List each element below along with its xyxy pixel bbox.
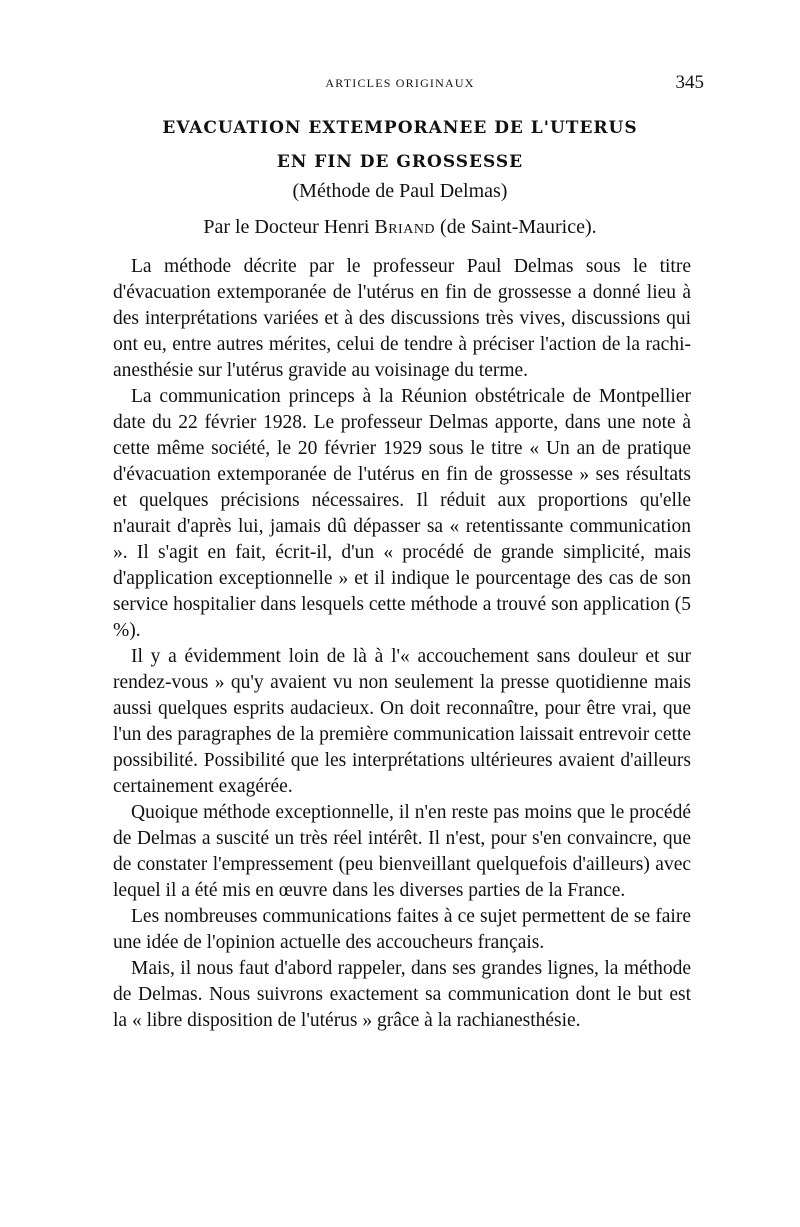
paragraph: La communication princeps à la Réunion obstétricale de Montpellier date du 22 février 1928. Le professeur Delmas apporte, dans une note à cette même société, le 20 février 1929 sous le titre « Un an de pratique d'évacuation extemporanée de l'utérus en fin de grossesse » ses résultats et quelques précisions nécessaires. Il réduit aux proportions qu'elle n'aurait d'après lui, jamais dû dépasser sa « retentissante communication ». Il s'agit en fait, écrit-il, d'un « procédé de grande simplicité, mais d'application exceptionnelle » et il indique le pourcentage des cas de son service hospitalier dans lesquels cette méthode a trouvé son application (5 %).: [113, 386, 691, 641]
article-body: [113, 254, 691, 1034]
article-title-line-1: EVACUATION EXTEMPORANEE DE L'UTERUS: [162, 118, 638, 138]
paragraph: La méthode décrite par le professeur Paul Delmas sous le titre d'évacuation extemporanée de l'utérus en fin de grossesse a donné lieu à des interprétations variées et à des discussions très vives, discussions qui ont eu, entre autres mérites, celui de tendre à préciser l'action de la rachi-anesthésie sur l'utérus gravide au voisinage du terme.: [113, 256, 691, 381]
page-number: 345: [675, 72, 704, 93]
article-title-line-2: EN FIN DE GROSSESSE: [276, 152, 524, 172]
running-header: [0, 72, 800, 96]
article-subtitle: (Méthode de Paul Delmas): [292, 180, 508, 202]
author-surname: Briand: [374, 216, 436, 238]
paragraph: Quoique méthode exceptionnelle, il n'en reste pas moins que le procédé de Delmas a suscité un très réel intérêt. Il n'est, pour s'en convaincre, que de constater l'empressement (peu bienveillant quelquefois d'ailleurs) avec lequel il a été mis en œuvre dans les diverses parties de la France.: [113, 802, 691, 901]
author-prefix: Par le Docteur Henri: [203, 216, 370, 238]
author-line: [0, 216, 800, 239]
paragraph: Il y a évidemment loin de là à l'« accouchement sans douleur et sur rendez-vous » qu'y avaient vu non seulement la presse quotidienne mais aussi quelques esprits audacieux. On doit reconnaître, pour être vrai, que l'un des paragraphes de la première communication laissait entrevoir cette possibilité. Possibilité que les interprétations ultérieures avaient d'ailleurs certainement exagérée.: [113, 646, 691, 797]
paragraph: Mais, il nous faut d'abord rappeler, dans ses grandes lignes, la méthode de Delmas. Nous suivrons exactement sa communication dont le but est la « libre disposition de l'utérus » grâce à la rachianesthésie.: [113, 958, 691, 1031]
author-suffix: (de Saint-Maurice).: [440, 216, 597, 238]
section-title: ARTICLES ORIGINAUX: [325, 76, 475, 90]
paragraph: Les nombreuses communications faites à ce sujet permettent de se faire une idée de l'opinion actuelle des accoucheurs français.: [113, 906, 691, 953]
